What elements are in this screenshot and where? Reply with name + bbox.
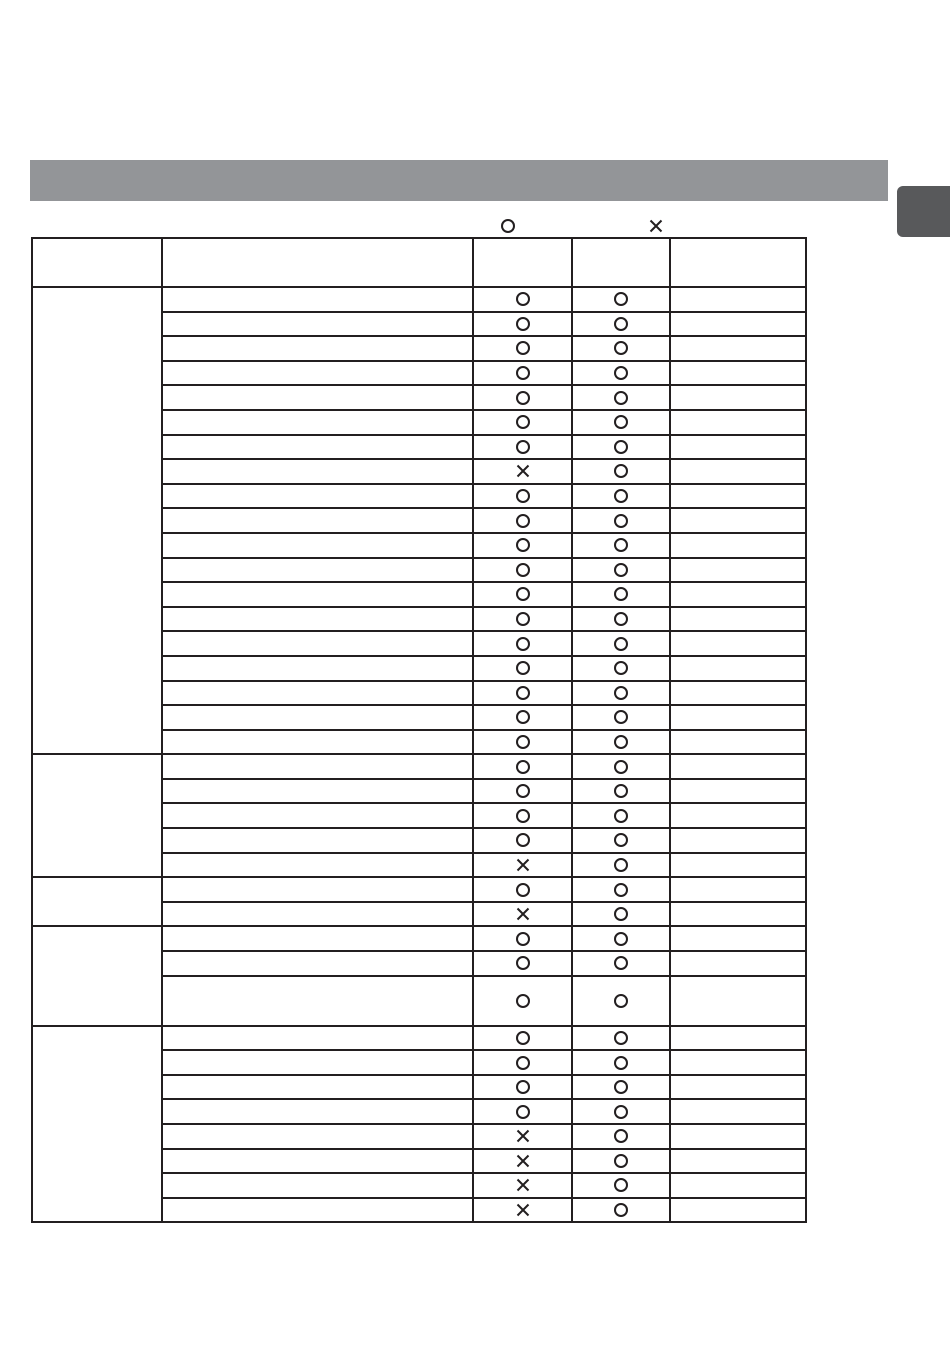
mark-cell <box>572 1026 670 1051</box>
table-row <box>32 926 806 951</box>
mark-cell <box>572 385 670 410</box>
mark-cell <box>572 1099 670 1124</box>
cross-icon <box>515 1153 531 1169</box>
circle-icon <box>613 783 629 799</box>
note-cell <box>670 558 806 583</box>
circle-icon <box>613 1202 629 1218</box>
note-cell <box>670 779 806 804</box>
circle-icon <box>515 365 531 381</box>
item-cell <box>162 361 473 386</box>
circle-icon <box>613 660 629 676</box>
circle-icon <box>613 1055 629 1071</box>
group-label-cell <box>32 287 162 754</box>
note-cell <box>670 730 806 755</box>
mark-cell <box>572 681 670 706</box>
cross-icon <box>515 463 531 479</box>
mark-cell <box>572 582 670 607</box>
circle-icon <box>515 931 531 947</box>
circle-icon <box>613 439 629 455</box>
circle-icon <box>515 882 531 898</box>
mark-cell <box>473 754 572 779</box>
mark-cell <box>572 558 670 583</box>
circle-icon <box>515 1030 531 1046</box>
mark-cell <box>572 508 670 533</box>
item-cell <box>162 730 473 755</box>
circle-icon <box>613 808 629 824</box>
circle-icon <box>613 709 629 725</box>
cross-icon <box>648 218 664 234</box>
mark-cell <box>473 902 572 927</box>
item-cell <box>162 926 473 951</box>
note-cell <box>670 508 806 533</box>
mark-cell <box>572 631 670 656</box>
mark-cell <box>473 803 572 828</box>
circle-icon <box>613 734 629 750</box>
compatibility-table <box>31 237 807 1223</box>
circle-icon <box>515 586 531 602</box>
item-cell <box>162 902 473 927</box>
table-row <box>32 287 806 312</box>
item-cell <box>162 336 473 361</box>
circle-icon <box>515 734 531 750</box>
circle-icon <box>515 316 531 332</box>
item-cell <box>162 558 473 583</box>
circle-icon <box>515 513 531 529</box>
item-cell <box>162 631 473 656</box>
item-cell <box>162 1099 473 1124</box>
item-cell <box>162 435 473 460</box>
note-cell <box>670 410 806 435</box>
mark-cell <box>473 853 572 878</box>
mark-cell <box>473 1099 572 1124</box>
item-cell <box>162 853 473 878</box>
circle-icon <box>515 636 531 652</box>
item-cell <box>162 312 473 337</box>
circle-icon <box>613 955 629 971</box>
mark-cell <box>572 459 670 484</box>
item-cell <box>162 1075 473 1100</box>
mark-cell <box>473 1124 572 1149</box>
circle-icon <box>515 993 531 1009</box>
section-header-bar <box>30 160 888 201</box>
circle-icon <box>613 882 629 898</box>
table-header-row <box>32 238 806 287</box>
note-cell <box>670 484 806 509</box>
note-cell <box>670 312 806 337</box>
circle-icon <box>515 562 531 578</box>
table-row <box>32 754 806 779</box>
note-cell <box>670 976 806 1026</box>
circle-icon <box>613 759 629 775</box>
item-cell <box>162 385 473 410</box>
mark-cell <box>473 336 572 361</box>
note-cell <box>670 533 806 558</box>
group-label-cell <box>32 1026 162 1223</box>
note-cell <box>670 1173 806 1198</box>
circle-icon <box>613 463 629 479</box>
circle-icon <box>613 1104 629 1120</box>
circle-icon <box>500 218 516 234</box>
circle-icon <box>613 611 629 627</box>
mark-cell <box>572 533 670 558</box>
mark-cell <box>572 853 670 878</box>
note-cell <box>670 336 806 361</box>
mark-cell <box>572 1149 670 1174</box>
mark-cell <box>572 287 670 312</box>
circle-icon <box>613 1153 629 1169</box>
item-cell <box>162 803 473 828</box>
item-cell <box>162 705 473 730</box>
note-cell <box>670 705 806 730</box>
circle-icon <box>613 316 629 332</box>
mark-cell <box>473 435 572 460</box>
mark-cell <box>572 705 670 730</box>
mark-cell <box>572 803 670 828</box>
note-cell <box>670 1124 806 1149</box>
circle-icon <box>613 1030 629 1046</box>
circle-icon <box>613 832 629 848</box>
circle-icon <box>613 857 629 873</box>
note-cell <box>670 803 806 828</box>
chapter-tab <box>897 186 950 237</box>
mark-cell <box>473 312 572 337</box>
mark-cell <box>572 656 670 681</box>
mark-cell <box>473 410 572 435</box>
mark-cell <box>473 385 572 410</box>
circle-icon <box>515 660 531 676</box>
mark-cell <box>473 951 572 976</box>
mark-cell <box>473 1050 572 1075</box>
circle-icon <box>613 291 629 307</box>
note-cell <box>670 656 806 681</box>
circle-icon <box>515 759 531 775</box>
item-cell <box>162 582 473 607</box>
circle-icon <box>613 906 629 922</box>
mark-cell <box>473 828 572 853</box>
mark-cell <box>572 902 670 927</box>
item-cell <box>162 681 473 706</box>
group-label-cell <box>32 877 162 926</box>
note-cell <box>670 902 806 927</box>
mark-cell <box>473 705 572 730</box>
note-cell <box>670 385 806 410</box>
legend-not-supported-icon <box>648 217 664 233</box>
cross-icon <box>515 906 531 922</box>
mark-cell <box>572 877 670 902</box>
circle-icon <box>515 709 531 725</box>
circle-icon <box>613 993 629 1009</box>
cross-icon <box>515 1177 531 1193</box>
note-cell <box>670 1050 806 1075</box>
mark-cell <box>572 336 670 361</box>
mark-cell <box>572 1124 670 1149</box>
cross-icon <box>515 1202 531 1218</box>
circle-icon <box>515 955 531 971</box>
mark-cell <box>572 1075 670 1100</box>
circle-icon <box>515 390 531 406</box>
circle-icon <box>515 1104 531 1120</box>
mark-cell <box>572 951 670 976</box>
mark-cell <box>473 1198 572 1223</box>
mark-cell <box>572 410 670 435</box>
column-header <box>32 238 162 287</box>
note-cell <box>670 877 806 902</box>
item-cell <box>162 951 473 976</box>
note-cell <box>670 1026 806 1051</box>
mark-cell <box>572 607 670 632</box>
column-header <box>162 238 473 287</box>
mark-cell <box>572 1198 670 1223</box>
note-cell <box>670 1075 806 1100</box>
mark-cell <box>473 1026 572 1051</box>
note-cell <box>670 631 806 656</box>
circle-icon <box>515 832 531 848</box>
item-cell <box>162 1149 473 1174</box>
mark-cell <box>572 926 670 951</box>
note-cell <box>670 926 806 951</box>
circle-icon <box>613 340 629 356</box>
item-cell <box>162 976 473 1026</box>
mark-cell <box>473 361 572 386</box>
note-cell <box>670 681 806 706</box>
item-cell <box>162 484 473 509</box>
note-cell <box>670 1099 806 1124</box>
cross-icon <box>515 857 531 873</box>
item-cell <box>162 1124 473 1149</box>
item-cell <box>162 1026 473 1051</box>
item-cell <box>162 1173 473 1198</box>
circle-icon <box>613 586 629 602</box>
mark-cell <box>572 1050 670 1075</box>
mark-cell <box>473 1173 572 1198</box>
mark-cell <box>473 1149 572 1174</box>
circle-icon <box>515 488 531 504</box>
mark-cell <box>473 459 572 484</box>
circle-icon <box>613 685 629 701</box>
item-cell <box>162 287 473 312</box>
column-header <box>670 238 806 287</box>
item-cell <box>162 1050 473 1075</box>
circle-icon <box>613 513 629 529</box>
table-row <box>32 1026 806 1051</box>
mark-cell <box>572 779 670 804</box>
item-cell <box>162 459 473 484</box>
item-cell <box>162 828 473 853</box>
circle-icon <box>613 390 629 406</box>
legend-supported-icon <box>500 217 516 233</box>
circle-icon <box>613 636 629 652</box>
mark-cell <box>473 607 572 632</box>
note-cell <box>670 1149 806 1174</box>
circle-icon <box>515 783 531 799</box>
note-cell <box>670 435 806 460</box>
item-cell <box>162 656 473 681</box>
mark-cell <box>473 631 572 656</box>
circle-icon <box>515 611 531 627</box>
circle-icon <box>515 1079 531 1095</box>
circle-icon <box>613 562 629 578</box>
item-cell <box>162 508 473 533</box>
mark-cell <box>572 1173 670 1198</box>
table-row <box>32 877 806 902</box>
mark-cell <box>473 926 572 951</box>
circle-icon <box>613 1128 629 1144</box>
mark-cell <box>572 435 670 460</box>
mark-cell <box>473 484 572 509</box>
note-cell <box>670 607 806 632</box>
circle-icon <box>515 414 531 430</box>
mark-cell <box>473 681 572 706</box>
group-label-cell <box>32 926 162 1025</box>
mark-cell <box>572 754 670 779</box>
circle-icon <box>515 1055 531 1071</box>
circle-icon <box>515 808 531 824</box>
mark-cell <box>572 976 670 1026</box>
note-cell <box>670 951 806 976</box>
note-cell <box>670 828 806 853</box>
mark-cell <box>473 287 572 312</box>
item-cell <box>162 533 473 558</box>
mark-cell <box>572 312 670 337</box>
circle-icon <box>515 340 531 356</box>
note-cell <box>670 582 806 607</box>
item-cell <box>162 754 473 779</box>
item-cell <box>162 607 473 632</box>
note-cell <box>670 361 806 386</box>
item-cell <box>162 779 473 804</box>
mark-cell <box>473 582 572 607</box>
mark-cell <box>572 730 670 755</box>
column-header <box>473 238 572 287</box>
circle-icon <box>515 439 531 455</box>
circle-icon <box>613 488 629 504</box>
mark-cell <box>473 656 572 681</box>
mark-cell <box>572 828 670 853</box>
mark-cell <box>473 877 572 902</box>
circle-icon <box>613 414 629 430</box>
mark-cell <box>473 779 572 804</box>
item-cell <box>162 410 473 435</box>
note-cell <box>670 1198 806 1223</box>
mark-cell <box>473 533 572 558</box>
cross-icon <box>515 1128 531 1144</box>
circle-icon <box>613 365 629 381</box>
note-cell <box>670 754 806 779</box>
note-cell <box>670 853 806 878</box>
mark-cell <box>473 976 572 1026</box>
group-label-cell <box>32 754 162 877</box>
circle-icon <box>613 931 629 947</box>
circle-icon <box>515 537 531 553</box>
mark-cell <box>572 484 670 509</box>
item-cell <box>162 877 473 902</box>
circle-icon <box>515 291 531 307</box>
mark-cell <box>473 508 572 533</box>
mark-cell <box>473 558 572 583</box>
circle-icon <box>613 1177 629 1193</box>
circle-icon <box>515 685 531 701</box>
circle-icon <box>613 537 629 553</box>
mark-cell <box>473 1075 572 1100</box>
circle-icon <box>613 1079 629 1095</box>
note-cell <box>670 287 806 312</box>
mark-cell <box>473 730 572 755</box>
mark-cell <box>572 361 670 386</box>
column-header <box>572 238 670 287</box>
item-cell <box>162 1198 473 1223</box>
note-cell <box>670 459 806 484</box>
